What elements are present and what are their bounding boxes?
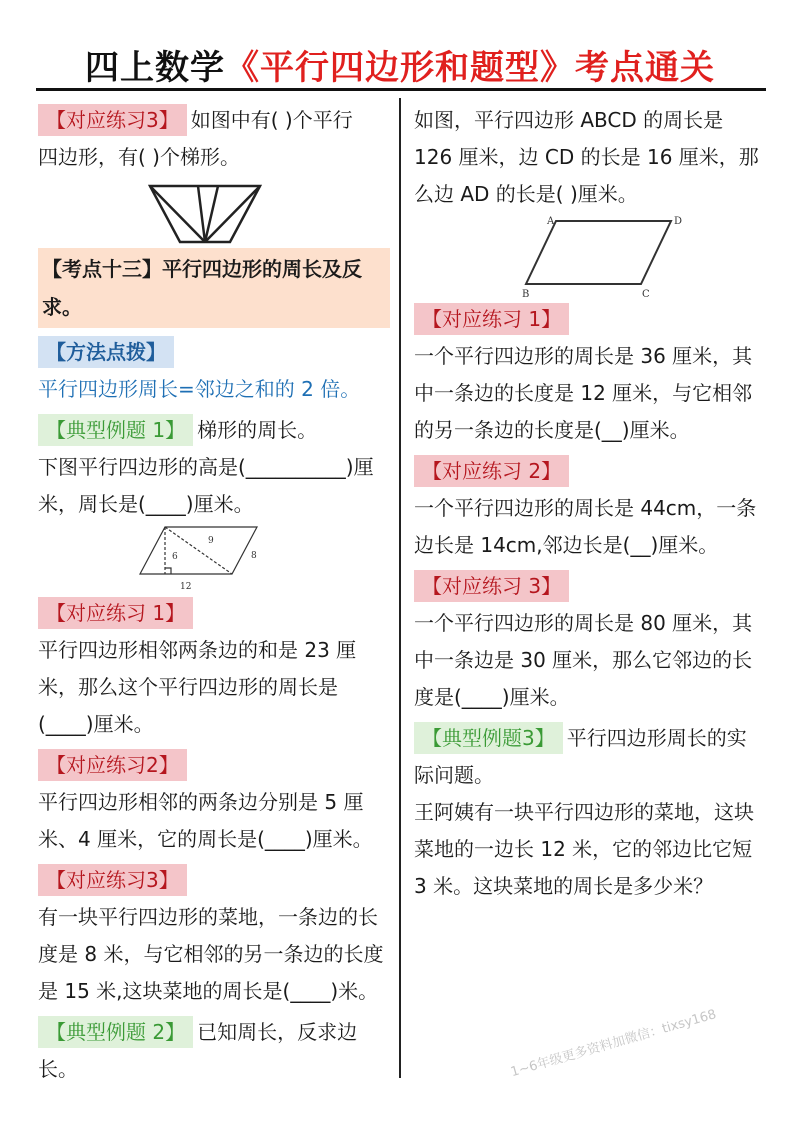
practice-3-text: 有一块平行四边形的菜地，一条边的长度是 8 米，与它相邻的另一条边的长度是 15 米,这块菜地的周长是(____)米。 [38, 905, 384, 1003]
method-tip [38, 334, 390, 371]
trapezoid-line-1 [150, 186, 205, 242]
right-practice-3-tag: 【对应练习 3】 [414, 570, 569, 602]
example-2-title: 已知周长，反求边长。 [38, 1020, 358, 1081]
exercise-3a [38, 102, 390, 176]
abcd-parallelogram-figure [414, 213, 764, 301]
parallelogram-height-figure [38, 523, 390, 595]
column-divider [399, 98, 401, 1078]
vertex-d: D [674, 216, 683, 227]
right-practice-1 [414, 301, 764, 338]
exercise-3a-text1: 如图中有( )个平行 [190, 108, 353, 132]
right-practice-3-text: 一个平行四边形的周长是 80 厘米，其中一条边是 30 厘米，那么它邻边的长度是(____)厘米。 [414, 611, 753, 709]
right-practice-1-text: 一个平行四边形的周长是 36 厘米，其中一条边的长度是 12 厘米，与它相邻的另一条边的长度是(__)厘米。 [414, 344, 753, 442]
diagonal-line [165, 527, 232, 574]
example-3-text: 王阿姨有一块平行四边形的菜地，这块菜地的一边长 12 米，它的邻边比它短 3 米。这块菜地的周长是多少米？ [414, 800, 754, 898]
method-tag: 【方法点拨】 [38, 336, 174, 368]
left-column [38, 102, 390, 1088]
right-practice-2 [414, 453, 764, 490]
right-angle-mark [165, 568, 171, 574]
example-2-tag: 【典型例题 2】 [38, 1016, 193, 1048]
title-part1: 四上数学 [85, 48, 225, 88]
example-3-tag: 【典型例题3】 [414, 722, 563, 754]
practice-2-tag: 【对应练习2】 [38, 749, 187, 781]
exercise-3a-text2: 四边形，有( )个梯形。 [38, 145, 240, 169]
method-text: 平行四边形周长=邻边之和的 2 倍。 [38, 377, 361, 401]
trapezoid-line-4 [205, 186, 260, 242]
trapezoid-figure [38, 180, 390, 248]
example-1 [38, 412, 390, 449]
exercise-3a-tag: 【对应练习3】 [38, 104, 187, 136]
title-part2: 《平行四边形和题型》考点通关 [225, 48, 715, 88]
example-1-text1: 下图平行四边形的高是(__________)厘 [38, 455, 374, 479]
right-practice-2-tag: 【对应练习 2】 [414, 455, 569, 487]
label-8: 8 [251, 551, 257, 561]
right-column [414, 102, 764, 905]
example-3 [414, 720, 764, 794]
watermark: 1~6年级更多资料加微信：tixsy168 [509, 1007, 719, 1081]
vertex-b: B [522, 289, 530, 300]
example-3-title: 平行四边形周长的实际问题。 [414, 726, 747, 787]
right-practice-3 [414, 568, 764, 605]
example-1-title: 梯形的周长。 [197, 418, 318, 442]
practice-2 [38, 747, 390, 784]
practice-1-tag: 【对应练习 1】 [38, 597, 193, 629]
right-practice-2-text: 一个平行四边形的周长是 44cm，一条边长是 14cm,邻边长是(__)厘米。 [414, 496, 757, 557]
example-1-text2: 米，周长是(____)厘米。 [38, 492, 254, 516]
practice-1-text: 平行四边形相邻两条边的和是 23 厘米，那么这个平行四边形的周长是(____)厘米。 [38, 638, 357, 736]
practice-3 [38, 862, 390, 899]
kaodian-13-heading: 【考点十三】平行四边形的周长及反求。 [38, 248, 390, 328]
title-underline [36, 88, 766, 91]
abcd-outline [526, 221, 671, 284]
label-6: 6 [172, 552, 178, 562]
vertex-c: C [642, 289, 650, 300]
abcd-problem-text: 如图，平行四边形 ABCD 的周长是 126 厘米，边 CD 的长是 16 厘米，那么边 AD 的长是( )厘米。 [414, 108, 759, 206]
label-12: 12 [180, 582, 192, 592]
example-1-tag: 【典型例题 1】 [38, 414, 193, 446]
practice-3-tag: 【对应练习3】 [38, 864, 187, 896]
practice-2-text: 平行四边形相邻的两条边分别是 5 厘米、4 厘米，它的周长是(____)厘米。 [38, 790, 373, 851]
right-practice-1-tag: 【对应练习 1】 [414, 303, 569, 335]
vertex-a: A [547, 216, 555, 227]
example-2 [38, 1014, 390, 1088]
practice-1 [38, 595, 390, 632]
label-9: 9 [208, 536, 214, 546]
page-title [0, 40, 800, 89]
trapezoid-line-2 [198, 186, 205, 242]
